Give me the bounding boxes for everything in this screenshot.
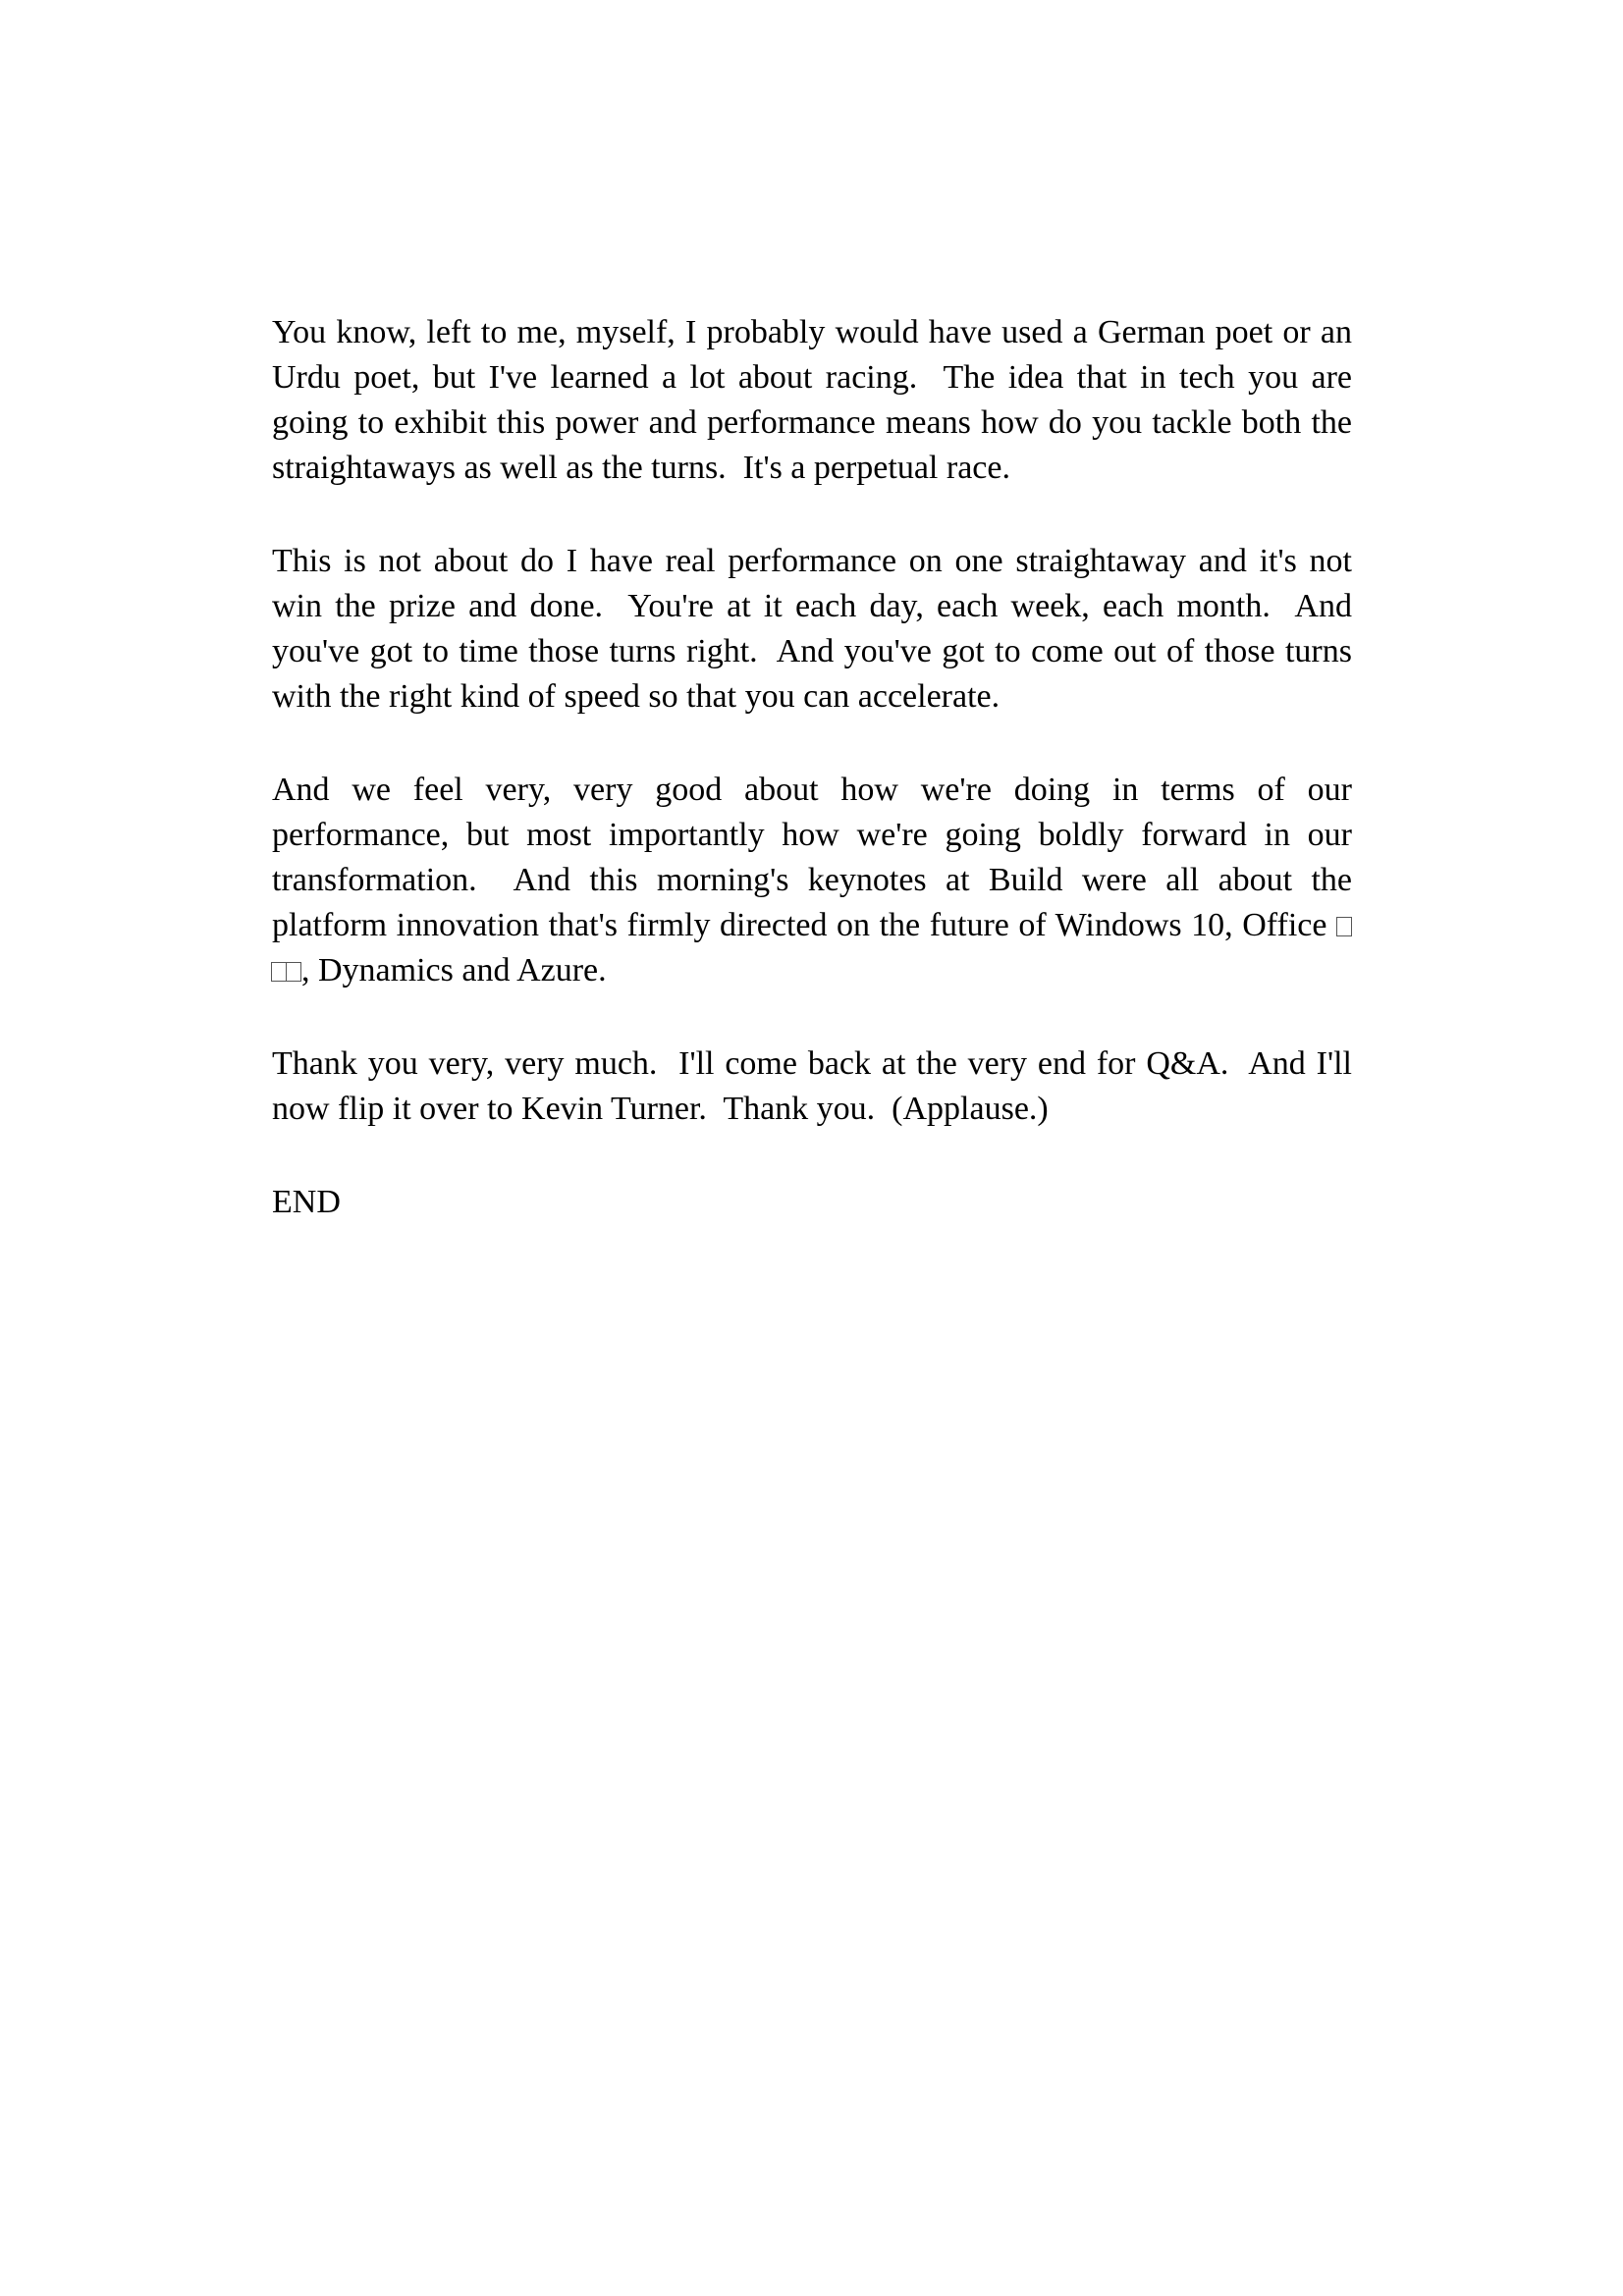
- para-2: This is not about do I have real performance on one straightaway and it's not win the prize and done. You're at it each day, each week, each month. And you've got to time those turns right. And you've got to come out of those turns with the right kind of speed so that you can accelerate.: [272, 543, 1361, 715]
- para-3: And we feel very, very good about how we're doing in terms of our performance, but most importantly how we're going boldly forward in our transformation. And this morning's keynotes at Build were all about the platform innovation that's firmly directed on the future of Windows 10, Office , Dynamics and Azure.: [272, 772, 1361, 988]
- para-1: You know, left to me, myself, I probably would have used a German poet or an Urdu poet, but I've learned a lot about racing. The idea that in tech you are going to exhibit this power and performance means how do you tackle both the straightaways as well as the turns. It's a perpetual race.: [272, 314, 1361, 486]
- missing-glyph-box: [1336, 917, 1352, 936]
- transcript-body: [272, 310, 1361, 1273]
- missing-glyph-box: [286, 962, 301, 982]
- missing-glyph-box: [271, 962, 287, 982]
- para-4: Thank you very, very much. I'll come back at the very end for Q&A. And I'll now flip it over to Kevin Turner. Thank you. (Applause.): [272, 1045, 1361, 1127]
- para-end: END: [272, 1184, 341, 1220]
